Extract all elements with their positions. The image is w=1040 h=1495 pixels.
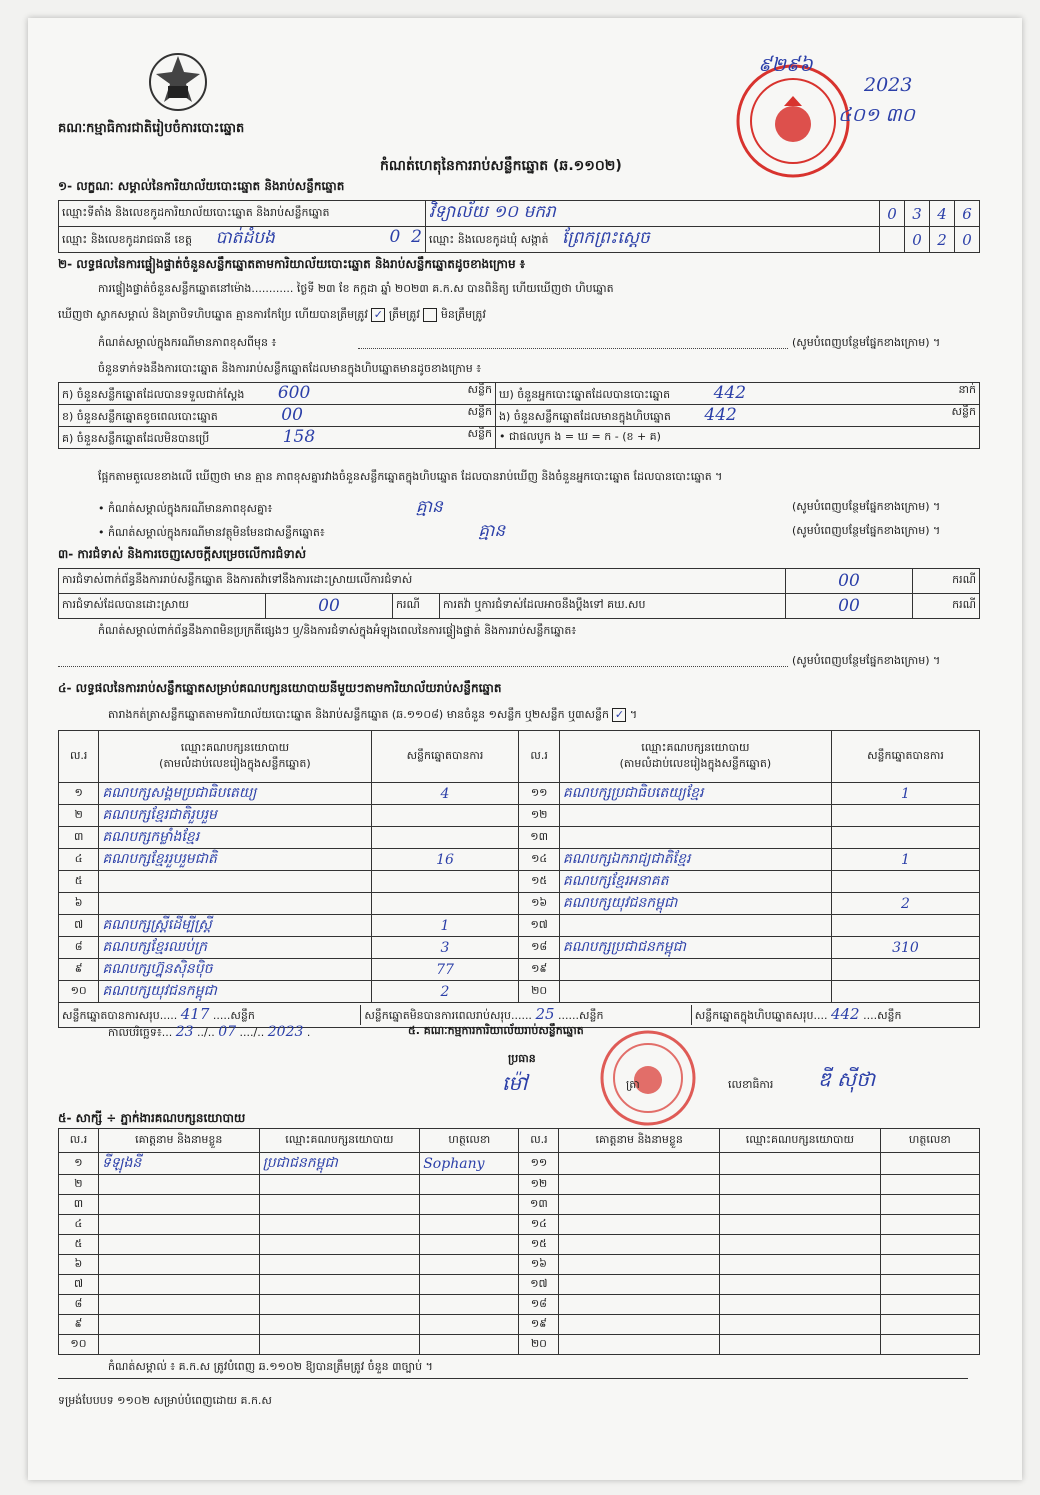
party-name: គណបក្សកម្លាំងខ្មែរ [99,827,371,849]
note-suffix: (សូមបំពេញបន្ថែមផ្នែកខាងក្រោម) ។ [792,336,941,349]
party-no: ៧ [59,915,99,937]
table-row [59,959,980,981]
party-votes [831,915,979,937]
table-row [59,1315,980,1335]
party-votes [831,981,979,1003]
witness-signature [880,1275,979,1295]
witness-signature [880,1235,979,1255]
party-votes: 2 [831,893,979,915]
party-name: គណបក្សខ្មែររួបរួមជាតិ [99,849,371,871]
witness-no: ៥ [59,1235,99,1255]
handwritten-ref: ៩២៩៦ 2023 ៤០១ ៣០ [758,54,916,126]
station-code-digit: 0 [880,201,905,227]
witness-no: ១៩ [519,1315,559,1335]
witness-name [98,1235,259,1255]
committee-name: គណៈកម្មាធិការជាតិរៀបចំការបោះឆ្នោត [58,121,245,136]
station-label: ឈ្មោះទីតាំង និងលេខកូដការិយាល័យបោះឆ្នោត និងរាប់សន្លឹកឆ្នោត [59,201,426,227]
chair-label: ប្រធាន [508,1052,536,1065]
witness-signature [880,1153,979,1175]
bullet2: • កំណត់សម្គាល់ក្នុងករណីមានវត្ថុមិនមែនជាសន្លឹកឆ្នោត៖ គ្មាន [98,521,506,541]
party-name [559,981,831,1003]
secretary-label: លេខាធិការ [728,1078,774,1091]
section3-fill-line [58,666,788,667]
witness-no: ១៦ [519,1255,559,1275]
form-sheet [28,18,1022,1480]
count-a-value: 600 [277,383,311,403]
witness-party [720,1215,881,1235]
witness-party [720,1315,881,1335]
table-row [59,915,980,937]
objection-row2-value: 00 [266,594,393,619]
witness-party [259,1195,420,1215]
witness-party [259,1255,420,1275]
party-votes [831,827,979,849]
total-valid: សន្លឹកឆ្នោតបានការសរុប..... 417 .....សន្លឹក [59,1005,361,1025]
party-name: គណបក្សខ្មែរឈប់ក្រ [99,937,371,959]
witness-party [720,1275,881,1295]
formula-label: • ជាផលបូក ង = ឃ = ក - (ខ + គ) [499,429,661,443]
party-no: ១៦ [519,893,559,915]
witness-no: ១ [59,1153,99,1175]
party-name [559,915,831,937]
witness-party [259,1335,420,1355]
table-row [59,1235,980,1255]
party-no: ១៤ [519,849,559,871]
party-votes [831,959,979,981]
compare-line: ផ្អែកតាមតួលេខខាងលើ ឃើញថា មាន គ្មាន ភាពខុសគ្នារវាងចំនួនសន្លឹកឆ្នោតក្នុងហិបឆ្នោត ដែលបានរាប់ឃើញ និងចំនួនអ្នកបោះឆ្នោត ដែលបានបោះឆ្នោត ។ [98,470,723,483]
witness-no: ១៨ [519,1295,559,1315]
station-code-digit: 6 [955,201,980,227]
witness-party [720,1335,881,1355]
bullet1-suffix: (សូមបំពេញបន្ថែមផ្នែកខាងក្រោម) ។ [792,500,941,513]
party-no: ១០ [59,981,99,1003]
witness-party [720,1153,881,1175]
party-no: ៤ [59,849,99,871]
witness-no: ១២ [519,1175,559,1195]
party-name: គណបក្សប្រជាធិបតេយ្យខ្មែរ [559,783,831,805]
party-votes [831,871,979,893]
witness-name [559,1255,720,1275]
witness-name [98,1335,259,1355]
count-d-label: ឃ) ចំនួនអ្នកបោះឆ្នោតដែលបានបោះឆ្នោត [499,388,671,401]
party-no: ៦ [59,893,99,915]
count-a-label: ក) ចំនួនសន្លឹកឆ្នោតដែលបានទទួលជាក់ស្តែង [62,388,245,401]
party-name: គណបក្សសង្គមប្រជាធិបតេយ្យ [99,783,371,805]
nec-emblem-icon [146,46,210,114]
witness-signature [420,1175,519,1195]
witness-no: ១៥ [519,1235,559,1255]
table-row [59,1255,980,1275]
seal-label: ត្រា [626,1078,640,1091]
party-votes: 4 [371,783,519,805]
witness-name [98,1175,259,1195]
section4-title: ៤- លទ្ធផលនៃការរាប់សន្លឹកឆ្នោតសម្រាប់គណបក្សនយោបាយនីមួយៗតាមការិយាល័យរាប់សន្លឹកឆ្នោត [58,681,502,695]
objections-table: ការជំទាស់ពាក់ព័ន្ធនឹងការរាប់សន្លឹកឆ្នោត និងការតវ៉ាទៅនឹងការដោះស្រាយលើការជំទាស់ 00 ករណី ការជំទាស់ដែលបានដោះស្រាយ 00 ករណី ការតវ៉ា ឬការជំទាស់ដែលអាចនឹងប្តឹងទៅ គឃ.សប 00 ករណី [58,568,980,619]
witness-no: ២ [59,1175,99,1195]
witness-no: ១៧ [519,1275,559,1295]
section2-para2: ឃើញថា ស្លាកសម្គាល់ និងត្រាបិទហិបឆ្នោត គ្មានការកែប្រែ ហើយបានត្រឹមត្រូវ ✓ ត្រឹមត្រូវ មិនត្រឹមត្រូវ [58,308,486,321]
results-table: ល.រ ឈ្មោះគណបក្សនយោបាយ (តាមលំដាប់លេខរៀងក្នុងសន្លឹកឆ្នោត) សន្លឹកឆ្នោតបានការ ល.រ ឈ្មោះគណបក្សនយោបាយ (តាមលំដាប់លេខរៀងក្នុងសន្លឹកឆ្នោត) សន្លឹកឆ្នោតបានការ ១ គណបក្សសង្គមប្រជាធិបតេយ្យ 4 ១១ គណបក្សប្រជាធិបតេយ្យខ្មែរ 1 ២ គណបក្សខ្មែរជាតិរួបរួម ១២ ៣ គណបក្សកម្លាំងខ្មែរ ១៣ ៤ គណបក្សខ្មែររួបរួមជាតិ 16 ១៤ គណបក្សឯករាជ្យជាតិខ្មែរ 1 ៥ ១៥ គណបក្សខ្មែរអនាគត ៦ ១៦ គណបក្សយុវជនកម្ពុជា 2 ៧ គណបក្សស្ត្រីដើម្បីស្ត្រី 1 ១៧ ៨ គណបក្សខ្មែរឈប់ក្រ 3 ១៨ គណបក្សប្រជាជនកម្ពុជា 310 ៩ គណបក្សហ្វ៊ុនស៊ិនប៉ិច 77 ១៩ ១០ គណបក្សយុវជនកម្ពុជា 2 ២០ សន្លឹកឆ្នោតបានការសរុប..... 417 .....សន្លឹក សន្លឹកឆ្នោតមិនបានការពេលរាប់សរុប...... 25 ......សន្លឹក សន្លឹកឆ្នោតក្នុងហិបឆ្នោតសរុប.... 442 ....សន្លឹក [58,730,980,1028]
table-row [59,1175,980,1195]
witness-name [98,1195,259,1215]
witness-no: ១៣ [519,1195,559,1215]
table-row [59,1153,980,1175]
committee-seal-icon [588,1028,718,1128]
date-line: កាលបរិច្ឆេទ៖... 23 ../.. 07 ..../.. 2023 . [108,1024,311,1040]
witness-signature [420,1195,519,1215]
commune-label: ឈ្មោះ និងលេខកូដឃុំ សង្កាត់ [429,233,549,246]
party-votes: 2 [371,981,519,1003]
witness-party [259,1235,420,1255]
witness-signature [420,1335,519,1355]
section4-intro: តារាងកត់ត្រាសន្លឹកឆ្នោតតាមការិយាល័យបោះឆ្នោត និងរាប់សន្លឹកឆ្នោត (ឆ.១១០៨) មានចំនួន ១សន្លឹក ឬ២សន្លឹក ឬ៣សន្លឹក ✓ ។ [108,708,638,721]
correct-checkbox[interactable]: ✓ [371,308,385,322]
table-row [59,1295,980,1315]
witness-party [720,1295,881,1315]
party-no: ៥ [59,871,99,893]
witness-party [259,1215,420,1235]
three-sheet-checkbox[interactable]: ✓ [612,708,626,722]
table-row [59,871,980,893]
witness-signature [420,1255,519,1275]
witness-signature [880,1335,979,1355]
witness-party [259,1175,420,1195]
witness-no: ៩ [59,1315,99,1335]
table-row [59,981,980,1003]
form-title: កំណត់ហេតុនៃការរាប់សន្លឹកឆ្នោត (ឆ.១១០២) [380,158,622,174]
witness-name [98,1315,259,1335]
witness-party: ប្រជាជនកម្ពុជា [259,1153,420,1175]
party-name: គណបក្សខ្មែរជាតិរួបរួម [99,805,371,827]
objection-row1-label: ការជំទាស់ពាក់ព័ន្ធនឹងការរាប់សន្លឹកឆ្នោត និងការតវ៉ាទៅនឹងការដោះស្រាយលើការជំទាស់ [59,569,786,594]
secretary-signature: ឌី ស៊ីថា [818,1067,876,1091]
party-name: គណបក្សយុវជនកម្ពុជា [559,893,831,915]
incorrect-checkbox[interactable] [423,308,437,322]
province-name: បាត់ដំបង [215,228,275,248]
party-votes [371,827,519,849]
province-label: ឈ្មោះ និងលេខកូដរាជធានី ខេត្ត [62,233,192,246]
witness-signature [420,1315,519,1335]
witness-signature [880,1255,979,1275]
witness-name [98,1255,259,1275]
party-no: ២០ [519,981,559,1003]
commune-code-digit: 0 [905,227,930,253]
party-name: គណបក្សហ្វ៊ុនស៊ិនប៉ិច [99,959,371,981]
witness-table: ល.រ គោត្តនាម និងនាមខ្លួន ឈ្មោះគណបក្សនយោបាយ ហត្ថលេខា ល.រ គោត្តនាម និងនាមខ្លួន ឈ្មោះគណបក្សនយោបាយ ហត្ថលេខា ១ ទីឡុងនី ប្រជាជនកម្ពុជា Sophany ១១ ២ ១២ ៣ ១៣ ៤ ១៤ ៥ ១៥ ៦ ១៦ ៧ ១៧ ៨ ១៨ ៩ ១៩ ១០ ២០ [58,1128,980,1355]
count-c-label: គ) ចំនួនសន្លឹកឆ្នោតដែលមិនបានប្រើ [62,432,210,445]
party-no: ១៩ [519,959,559,981]
witness-name [559,1195,720,1215]
party-no: ១៣ [519,827,559,849]
party-name: គណបក្សខ្មែរអនាគត [559,871,831,893]
party-votes [371,893,519,915]
party-votes: 1 [831,849,979,871]
note-fill-line [358,348,788,349]
table-row [59,937,980,959]
witness-name [98,1295,259,1315]
party-votes: 3 [371,937,519,959]
party-name [559,827,831,849]
chair-signature: ម៉ៅ [502,1071,528,1095]
witness-signature [420,1275,519,1295]
party-no: ៣ [59,827,99,849]
section5-note: កំណត់សម្គាល់ ៖ គ.ក.ស ត្រូវបំពេញ ឆ.១១០២ ឱ្យបានត្រឹមត្រូវ ចំនួន ៣ច្បាប់ ។ [108,1360,433,1373]
witness-party [720,1235,881,1255]
witness-party [720,1255,881,1275]
section1-title: ១- លក្ខណៈ សម្គាល់នៃការិយាល័យបោះឆ្នោត និងរាប់សន្លឹកឆ្នោត [58,179,345,193]
table-row [59,805,980,827]
witness-no: ២០ [519,1335,559,1355]
witness-no: ៦ [59,1255,99,1275]
count-d-value: 442 [713,383,747,403]
party-no: ១១ [519,783,559,805]
witness-name [559,1153,720,1175]
section3-title: ៣- ការជំទាស់ និងការចេញសេចក្តីសម្រេចលើការជំទាស់ [58,547,307,561]
party-votes: 77 [371,959,519,981]
witness-name [98,1275,259,1295]
witness-name [559,1175,720,1195]
station-name: វិទ្យាល័យ ១០ មករា [429,202,556,222]
party-votes: 1 [371,915,519,937]
party-votes: 16 [371,849,519,871]
table-row [59,1275,980,1295]
counts-table: ក) ចំនួនសន្លឹកឆ្នោតដែលបានទទួលជាក់ស្តែង 600 សន្លឹក ឃ) ចំនួនអ្នកបោះឆ្នោតដែលបានបោះឆ្នោត 442 នាក់ ខ) ចំនួនសន្លឹកឆ្នោតខូចពេលបោះឆ្នោត 00 សន្លឹក ង) ចំនួនសន្លឹកឆ្នោតដែលមានក្នុងហិបឆ្នោត 442 សន្លឹក គ) ចំនួនសន្លឹកឆ្នោតដែលមិនបានប្រើ 158 សន្លឹក • ជាផលបូក ង = ឃ = ក - (ខ + គ) [58,382,980,449]
objection-row1-value: 00 [786,569,913,594]
count-b-label: ខ) ចំនួនសន្លឹកឆ្នោតខូចពេលបោះឆ្នោត [62,410,218,423]
bullet2-suffix: (សូមបំពេញបន្ថែមផ្នែកខាងក្រោម) ។ [792,524,941,537]
commune-code-digit: 2 [930,227,955,253]
witness-signature [420,1295,519,1315]
objection-row2-label: ការជំទាស់ដែលបានដោះស្រាយ [59,594,266,619]
party-name: គណបក្សប្រជាជនកម្ពុជា [559,937,831,959]
witness-no: ១១ [519,1153,559,1175]
party-name [99,893,371,915]
table-row [59,827,980,849]
footer-text: ទម្រង់បែបបទ ១១០២ សម្រាប់បំពេញដោយ គ.ក.ស [58,1394,272,1407]
witness-name [559,1295,720,1315]
section2-title: ២- លទ្ធផលនៃការផ្ទៀងផ្ទាត់ចំនួនសន្លឹកឆ្នោតតាមការិយាល័យបោះឆ្នោត និងរាប់សន្លឹកឆ្នោតដូចខាងក្រោម ៖ [58,257,526,271]
witness-no: ៧ [59,1275,99,1295]
objection-row2b-label: ការតវ៉ា ឬការជំទាស់ដែលអាចនឹងប្តឹងទៅ គឃ.សប [440,594,786,619]
section1-table [58,200,980,253]
party-name: គណបក្សឯករាជ្យជាតិខ្មែរ [559,849,831,871]
witness-name [559,1315,720,1335]
witness-no: ៣ [59,1195,99,1215]
party-no: ១៨ [519,937,559,959]
party-no: ៩ [59,959,99,981]
witness-signature [880,1175,979,1195]
bullet1: • កំណត់សម្គាល់ក្នុងករណីមានភាពខុសគ្នា៖ គ្មាន [98,497,443,517]
commune-code-digit: 0 [955,227,980,253]
party-no: ៨ [59,937,99,959]
table-row [59,783,980,805]
section2-subline: ចំនួនទាក់ទងនឹងការបោះឆ្នោត និងការរាប់សន្លឹកឆ្នោតដែលមានក្នុងហិបឆ្នោតមានដូចខាងក្រោម ៖ [98,362,482,375]
station-code-digit: 4 [930,201,955,227]
witness-no: ៤ [59,1215,99,1235]
count-c-value: 158 [282,427,316,447]
party-votes: 1 [831,783,979,805]
witness-party [720,1175,881,1195]
total-in-box: សន្លឹកឆ្នោតក្នុងហិបឆ្នោតសរុប.... 442 ....សន្លឹក [694,1005,902,1023]
witness-signature [880,1195,979,1215]
footer-divider [58,1378,968,1379]
party-votes: 310 [831,937,979,959]
total-invalid: សន្លឹកឆ្នោតមិនបានការពេលរាប់សរុប...... 25 ......សន្លឹក [361,1005,691,1025]
count-e-value: 442 [704,405,737,425]
witness-no: ៨ [59,1295,99,1315]
section2-note-label: កំណត់សម្គាល់ក្នុងករណីមានភាពខុសពីមុន ៖ [98,336,277,349]
party-no: ១៥ [519,871,559,893]
witness-name [559,1215,720,1235]
party-no: ២ [59,805,99,827]
table-row [59,1215,980,1235]
section5-title: ៥- សាក្សី ÷ ភ្នាក់ងារគណបក្សនយោបាយ [58,1111,246,1125]
section3-note: កំណត់សម្គាល់ពាក់ព័ន្ធនឹងភាពមិនប្រក្រតីផ្សេងៗ ឬ/និងការជំទាស់ក្នុងអំឡុងពេលនៃការផ្ទៀងផ្ទាត់ និងការរាប់សន្លឹកឆ្នោត៖ [98,624,577,637]
party-name [559,959,831,981]
province-code: 0 2 [389,227,422,247]
party-no: ១៧ [519,915,559,937]
party-name: គណបក្សស្ត្រីដើម្បីស្ត្រី [99,915,371,937]
objection-row2b-value: 00 [786,594,913,619]
witness-name [559,1335,720,1355]
party-name [559,805,831,827]
witness-party [259,1275,420,1295]
witness-signature [880,1215,979,1235]
witness-name [559,1235,720,1255]
witness-party [720,1195,881,1215]
witness-no: ១៤ [519,1215,559,1235]
table-row [59,893,980,915]
section3-suffix: (សូមបំពេញបន្ថែមផ្នែកខាងក្រោម) ។ [792,654,941,667]
party-votes [371,805,519,827]
commune-name: ព្រែកព្រះស្តេច [562,228,650,248]
witness-name [559,1275,720,1295]
witness-party [259,1295,420,1315]
counting-committee-label: ៥. គណៈកម្មការការិយាល័យរាប់សន្លឹកឆ្នោត [408,1024,584,1037]
witness-signature [880,1315,979,1335]
witness-name: ទីឡុងនី [98,1153,259,1175]
table-row [59,1335,980,1355]
party-no: ១ [59,783,99,805]
witness-signature: Sophany [420,1153,519,1175]
station-code-digit: 3 [905,201,930,227]
witness-no: ១០ [59,1335,99,1355]
section2-para1: ការផ្ទៀងផ្ទាត់ចំនួនសន្លឹកឆ្នោតនៅម៉ោង............ ថ្ងៃទី ២៣ ខែ កក្កដា ឆ្នាំ ២០២៣ គ.ក.ស បានពិនិត្យ ហើយឃើញថា ហិបឆ្នោត [98,282,614,295]
witness-name [98,1215,259,1235]
table-row [59,849,980,871]
count-b-value: 00 [281,405,303,425]
witness-signature [420,1235,519,1255]
count-e-label: ង) ចំនួនសន្លឹកឆ្នោតដែលមានក្នុងហិបឆ្នោត [499,410,671,423]
party-name [99,871,371,893]
party-votes [831,805,979,827]
table-row [59,1195,980,1215]
party-no: ១២ [519,805,559,827]
witness-signature [420,1215,519,1235]
party-votes [371,871,519,893]
witness-signature [880,1295,979,1315]
party-name: គណបក្សយុវជនកម្ពុជា [99,981,371,1003]
witness-party [259,1315,420,1335]
